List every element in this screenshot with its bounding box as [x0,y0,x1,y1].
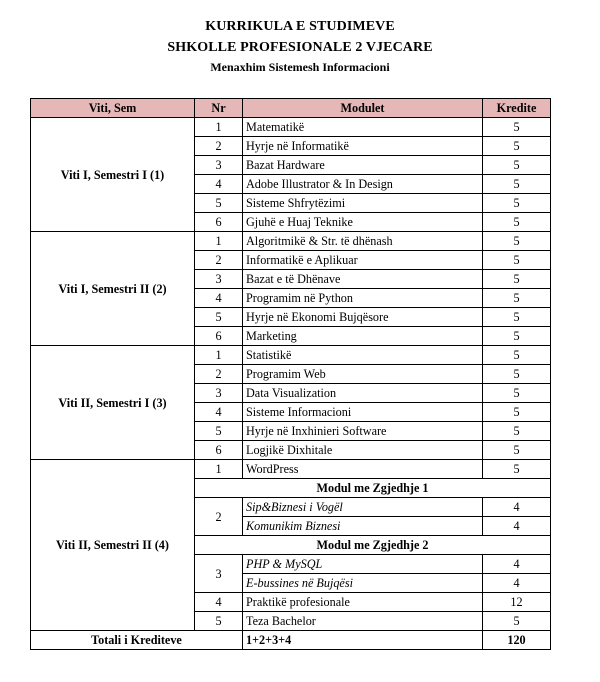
row-number: 5 [195,194,243,213]
module-credits: 5 [483,384,551,403]
row-number: 5 [195,422,243,441]
program-name: Menaxhim Sistemesh Informacioni [210,60,390,74]
module-name: Gjuhë e Huaj Teknike [243,213,483,232]
row-number: 6 [195,213,243,232]
module-credits: 5 [483,156,551,175]
row-number: 5 [195,612,243,631]
module-name: Bazat Hardware [243,156,483,175]
module-credits: 5 [483,612,551,631]
module-name: Praktikë profesionale [243,593,483,612]
module-credits: 5 [483,346,551,365]
curriculum-table [30,98,551,650]
module-name: Adobe Illustrator & In Design [243,175,483,194]
row-number: 4 [195,289,243,308]
semester-block-1 [31,118,551,232]
module-name: Programim Web [243,365,483,384]
module-credits: 5 [483,194,551,213]
row-number: 1 [195,460,243,479]
table-row [31,118,551,137]
elective-option: Komunikim Biznesi [243,517,483,536]
semester-block-2 [31,232,551,346]
module-credits: 5 [483,308,551,327]
module-credits: 5 [483,460,551,479]
row-number: 1 [195,118,243,137]
module-credits: 5 [483,403,551,422]
row-number: 2 [195,251,243,270]
column-header-credits: Kredite [483,99,551,118]
semester-block-4 [31,460,551,631]
module-name: Hyrje në Inxhinieri Software [243,422,483,441]
module-name: Bazat e të Dhënave [243,270,483,289]
module-name: Informatikë e Aplikuar [243,251,483,270]
row-number: 5 [195,308,243,327]
module-name: Matematikë [243,118,483,137]
elective-option: E-bussines në Bujqësi [243,574,483,593]
module-credits: 5 [483,118,551,137]
elective-option: PHP & MySQL [243,555,483,574]
module-credits: 5 [483,327,551,346]
module-name: Sisteme Shfrytëzimi [243,194,483,213]
row-number: 4 [195,403,243,422]
document-title: KURRIKULA E STUDIMEVE [205,19,395,34]
module-credits: 5 [483,137,551,156]
elective-heading-1: Modul me Zgjedhje 1 [195,479,551,498]
column-header-nr: Nr [195,99,243,118]
row-number: 6 [195,441,243,460]
module-credits: 5 [483,232,551,251]
row-number: 1 [195,346,243,365]
row-number: 3 [195,555,243,593]
document-subtitle: SHKOLLE PROFESIONALE 2 VJECARE [167,40,433,55]
module-credits: 4 [483,574,551,593]
semester-label: Viti II, Semestri I (3) [31,346,195,460]
row-number: 3 [195,270,243,289]
semester-block-3 [31,346,551,460]
row-number: 6 [195,327,243,346]
module-credits: 5 [483,270,551,289]
total-row [31,631,551,650]
module-credits: 5 [483,213,551,232]
module-name: Statistikë [243,346,483,365]
module-name: Hyrje në Ekonomi Bujqësore [243,308,483,327]
row-number: 3 [195,156,243,175]
module-credits: 5 [483,251,551,270]
row-number: 2 [195,365,243,384]
module-credits: 5 [483,441,551,460]
module-credits: 12 [483,593,551,612]
module-name: Programim në Python [243,289,483,308]
row-number: 1 [195,232,243,251]
elective-option: Sip&Biznesi i Vogël [243,498,483,517]
total-label: Totali i Krediteve [31,631,243,650]
module-name: Logjikë Dixhitale [243,441,483,460]
module-name: Algoritmikë & Str. të dhënash [243,232,483,251]
header [0,16,600,77]
elective-heading-2: Modul me Zgjedhje 2 [195,536,551,555]
column-header-year: Viti, Sem [31,99,195,118]
module-name: Marketing [243,327,483,346]
row-number: 2 [195,498,243,536]
table-header-row [31,99,551,118]
semester-label: Viti II, Semestri II (4) [31,460,195,631]
row-number: 2 [195,137,243,156]
row-number: 4 [195,175,243,194]
module-credits: 5 [483,289,551,308]
module-name: Sisteme Informacioni [243,403,483,422]
table-row [31,232,551,251]
table-row [31,460,551,479]
module-name: Teza Bachelor [243,612,483,631]
module-credits: 5 [483,175,551,194]
module-credits: 4 [483,517,551,536]
module-credits: 5 [483,365,551,384]
semester-label: Viti I, Semestri I (1) [31,118,195,232]
column-header-modules: Modulet [243,99,483,118]
total-credits: 120 [483,631,551,650]
module-name: Hyrje në Informatikë [243,137,483,156]
semester-label: Viti I, Semestri II (2) [31,232,195,346]
row-number: 4 [195,593,243,612]
module-name: WordPress [243,460,483,479]
total-block [31,631,551,650]
module-name: Data Visualization [243,384,483,403]
total-formula: 1+2+3+4 [243,631,483,650]
module-credits: 4 [483,498,551,517]
module-credits: 4 [483,555,551,574]
row-number: 3 [195,384,243,403]
table-row [31,346,551,365]
module-credits: 5 [483,422,551,441]
